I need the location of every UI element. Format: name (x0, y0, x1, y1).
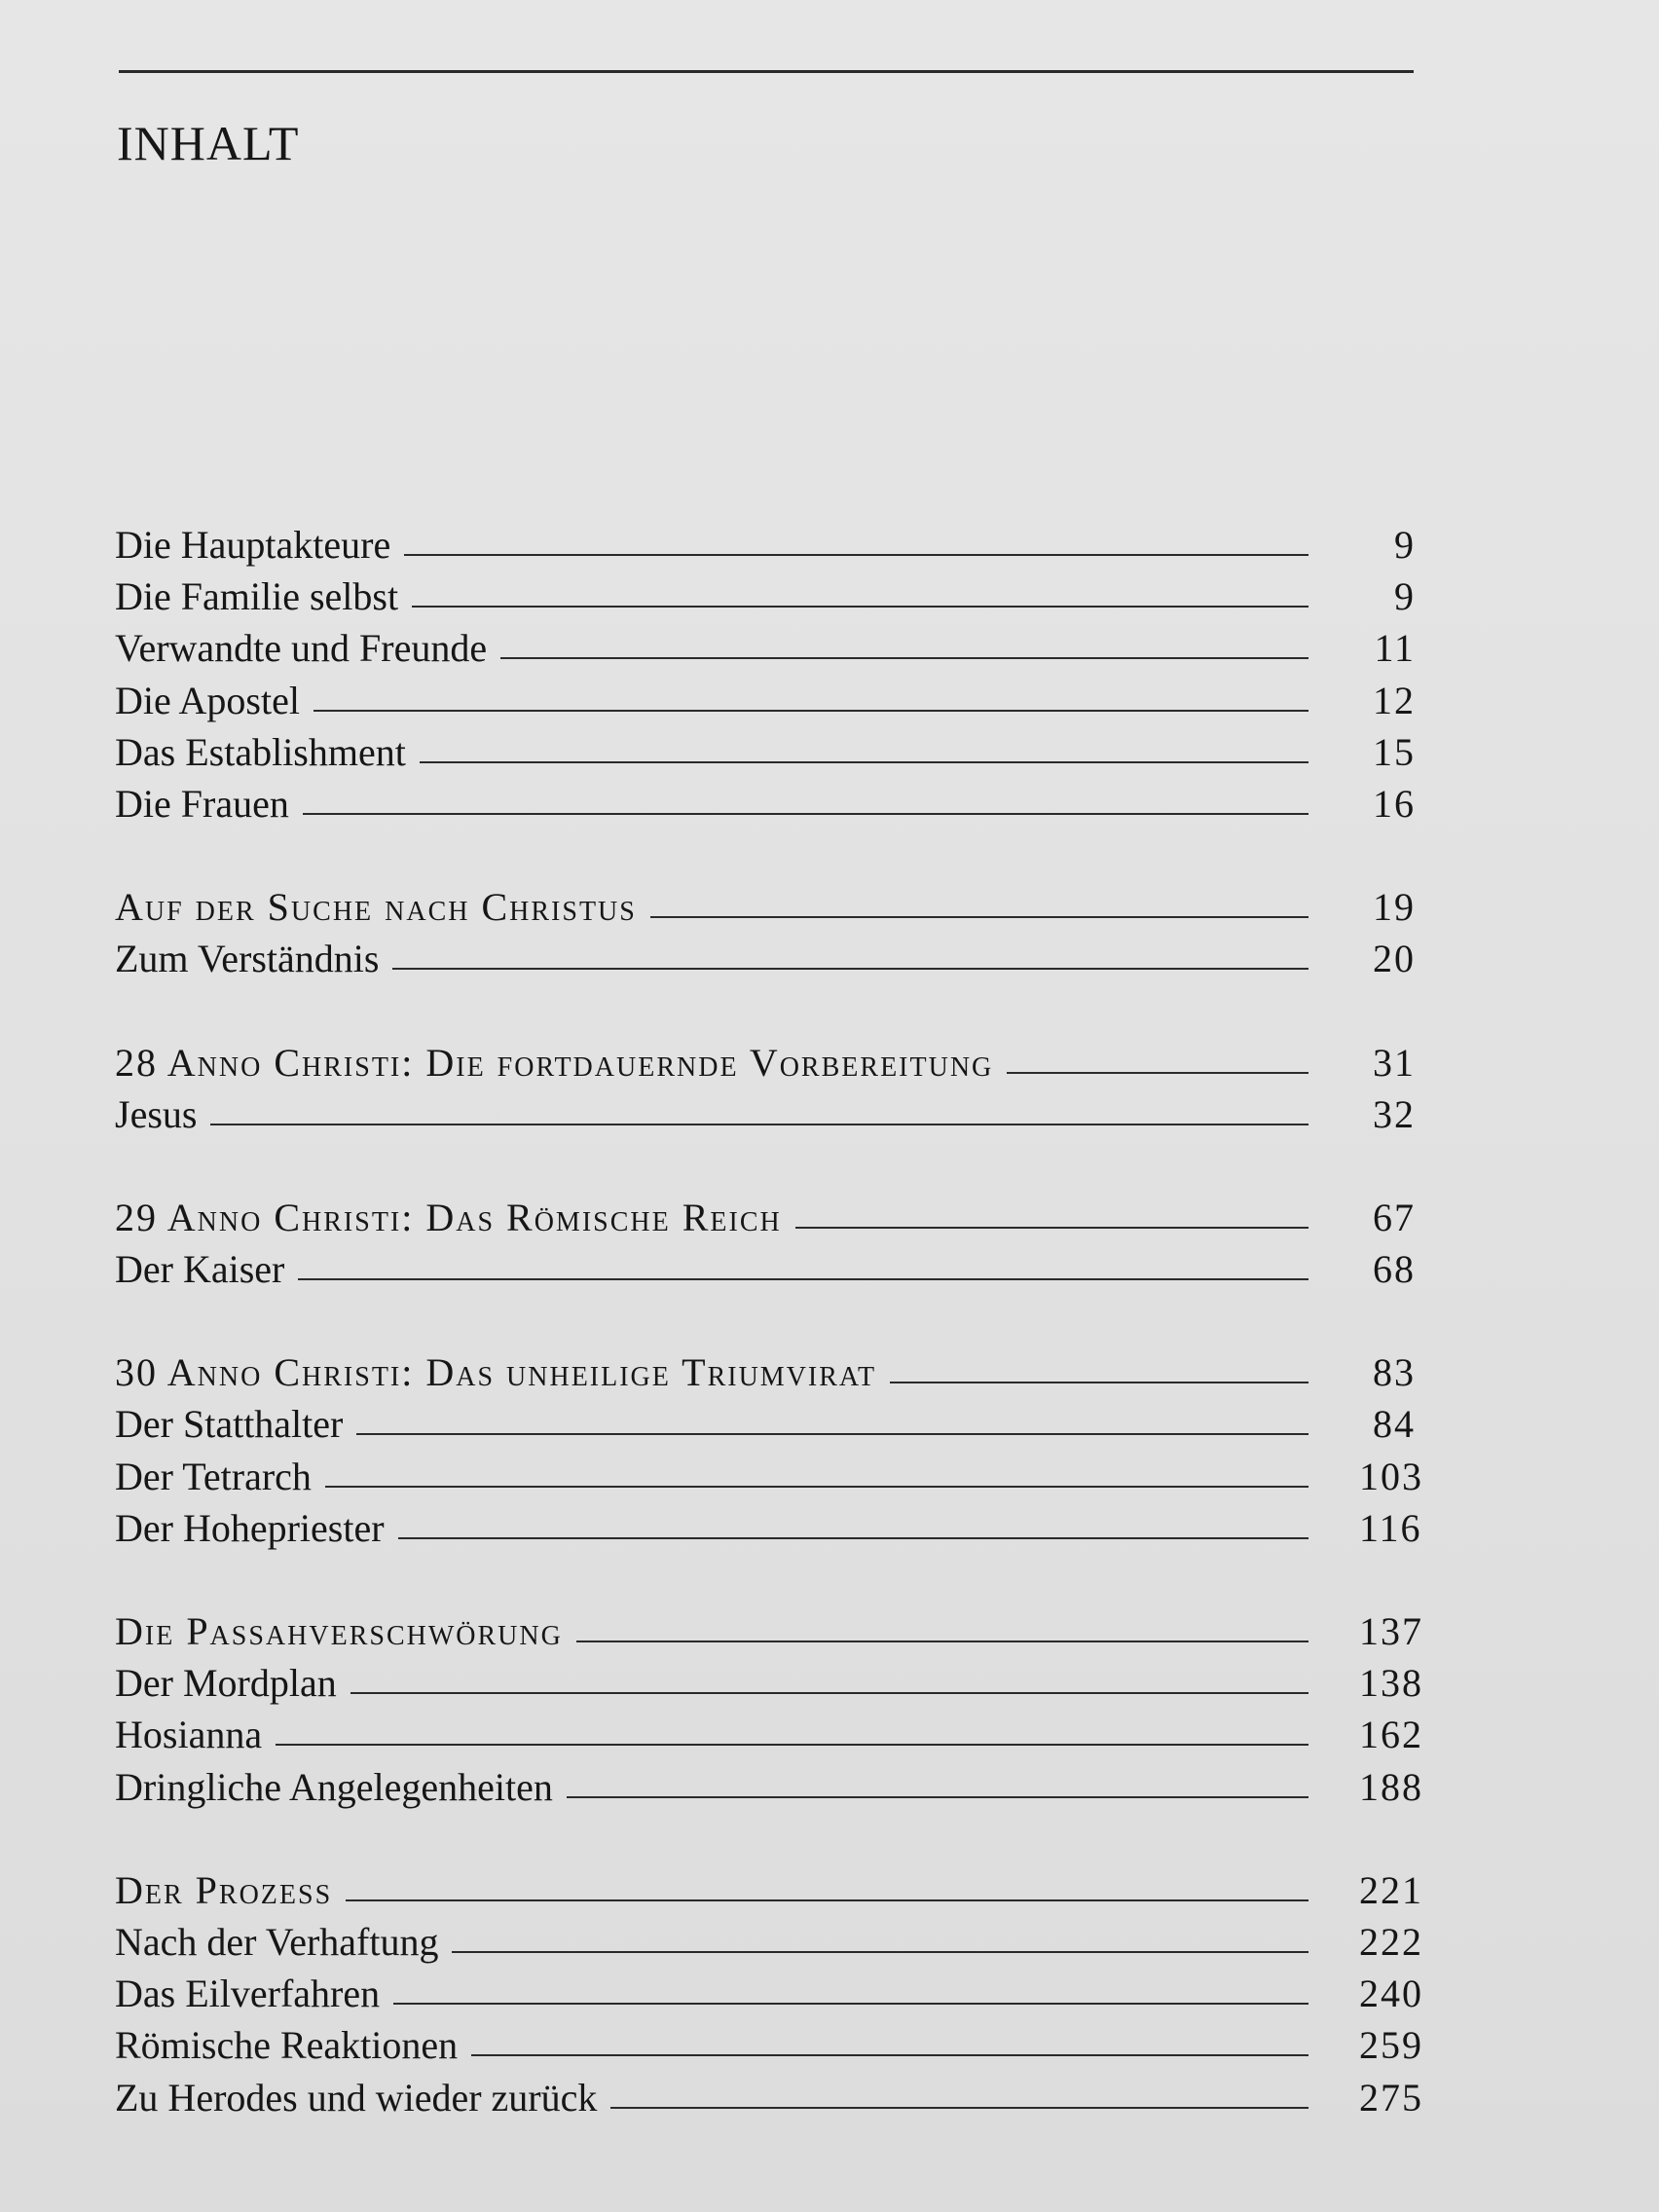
toc-page-number: 221 (1359, 1867, 1423, 1912)
toc-group (115, 1608, 1423, 1816)
toc-entry-label: 28 Anno Christi: Die fortdauernde Vorbereitung (115, 1040, 994, 1085)
toc-entry (115, 1660, 1423, 1712)
toc-entry-label: Zum Verständnis (115, 937, 380, 981)
toc-leader-line (210, 1124, 1309, 1125)
toc-page-number: 12 (1373, 678, 1416, 722)
toc-entry-label: Der Mordplan (115, 1661, 337, 1706)
toc-leader-line (795, 1227, 1309, 1229)
toc-leader-line (393, 2003, 1309, 2005)
toc-page-number: 19 (1373, 885, 1416, 930)
toc-page-number: 116 (1359, 1505, 1422, 1550)
toc-entry-label: Jesus (115, 1091, 198, 1136)
toc-entry-label: Die Passahverschwörung (115, 1609, 563, 1653)
toc-page-number: 11 (1374, 626, 1416, 671)
toc-page-number: 20 (1373, 937, 1416, 981)
toc-leader-line (567, 1796, 1309, 1798)
toc-entry-label: Die Apostel (115, 678, 300, 722)
toc-section-heading (115, 1040, 1416, 1091)
toc-leader-line (471, 2054, 1309, 2056)
toc-entry-label: 29 Anno Christi: Das Römische Reich (115, 1195, 782, 1239)
toc-entry-label: Römische Reaktionen (115, 2023, 459, 2068)
toc-page-number: 31 (1373, 1040, 1416, 1085)
toc-entry-label: Das Eilverfahren (115, 1972, 381, 2016)
toc-entry (115, 781, 1416, 832)
toc-page-number: 188 (1359, 1764, 1423, 1809)
toc-leader-line (576, 1641, 1309, 1642)
toc-group (115, 522, 1416, 832)
toc-entry-label: Verwandte und Freunde (115, 626, 488, 671)
toc-entry-label: Zu Herodes und wieder zurück (115, 2075, 598, 2120)
toc-page-number: 32 (1373, 1091, 1416, 1136)
toc-entry (115, 729, 1416, 781)
toc-entry (115, 1401, 1416, 1453)
toc-leader-line (404, 554, 1309, 556)
toc-page-number: 259 (1359, 2023, 1423, 2068)
toc-entry (115, 1091, 1416, 1143)
toc-entry (115, 2075, 1423, 2126)
toc-group (115, 1040, 1416, 1143)
toc-leader-line (890, 1382, 1309, 1383)
toc-entry (115, 1712, 1423, 1763)
toc-leader-line (356, 1433, 1309, 1435)
toc-group (115, 1867, 1423, 2126)
toc-entry-label: Die Familie selbst (115, 574, 399, 619)
toc-entry-label: Das Establishment (115, 729, 406, 774)
toc-page-number: 9 (1394, 574, 1416, 619)
toc-entry-label: Hosianna (115, 1713, 263, 1757)
toc-entry (115, 1505, 1422, 1557)
toc-entry (115, 573, 1416, 625)
toc-page-number: 67 (1373, 1195, 1416, 1239)
toc-leader-line (276, 1744, 1309, 1746)
toc-leader-line (392, 968, 1309, 970)
toc-entry (115, 1764, 1423, 1816)
toc-leader-line (500, 657, 1309, 659)
toc-page-number: 138 (1359, 1661, 1423, 1706)
toc-section-heading (115, 1867, 1423, 1919)
toc-entry-label: Der Tetrarch (115, 1454, 312, 1498)
toc-entry (115, 625, 1416, 677)
toc-leader-line (420, 761, 1309, 763)
toc-group (115, 884, 1416, 987)
toc-leader-line (650, 916, 1309, 918)
toc-entry (115, 522, 1416, 573)
toc-section-heading (115, 884, 1416, 936)
toc-entry-label: Die Hauptakteure (115, 523, 391, 567)
toc-entry-label: Der Kaiser (115, 1247, 285, 1292)
toc-leader-line (313, 710, 1309, 712)
toc-section-heading (115, 1195, 1416, 1246)
toc-page-number: 15 (1373, 729, 1416, 774)
toc-entry-label: Der Statthalter (115, 1402, 344, 1447)
toc-page-number: 103 (1359, 1454, 1423, 1498)
toc-entry-label: Der Prozess (115, 1867, 333, 1912)
toc-leader-line (346, 1899, 1309, 1901)
toc-page-number: 162 (1359, 1713, 1423, 1757)
toc-entry (115, 2022, 1423, 2074)
toc-leader-line (298, 1278, 1309, 1280)
toc-page-number: 83 (1373, 1350, 1416, 1395)
table-of-contents (115, 522, 1423, 2178)
toc-page-number: 16 (1373, 781, 1416, 826)
toc-page-number: 240 (1359, 1972, 1423, 2016)
page-title: INHALT (117, 116, 300, 170)
toc-entry-label: Der Hohepriester (115, 1505, 385, 1550)
toc-leader-line (452, 1951, 1309, 1953)
toc-entry-label: 30 Anno Christi: Das unheilige Triumvirat (115, 1350, 877, 1395)
toc-page-number: 222 (1359, 1919, 1423, 1964)
toc-page-number: 84 (1373, 1402, 1416, 1447)
toc-page-number: 9 (1394, 523, 1416, 567)
toc-leader-line (1007, 1072, 1309, 1074)
top-rule (119, 70, 1414, 73)
toc-entry (115, 936, 1416, 987)
toc-section-heading (115, 1608, 1423, 1660)
toc-page-number: 137 (1359, 1609, 1423, 1653)
toc-entry-label: Nach der Verhaftung (115, 1919, 439, 1964)
toc-leader-line (610, 2107, 1309, 2109)
toc-entry (115, 1919, 1423, 1971)
toc-leader-line (412, 606, 1309, 608)
toc-section-heading (115, 1349, 1416, 1401)
toc-page-number: 68 (1373, 1247, 1416, 1292)
toc-leader-line (303, 813, 1309, 815)
toc-leader-line (398, 1537, 1309, 1539)
toc-leader-line (350, 1692, 1309, 1694)
toc-group (115, 1195, 1416, 1298)
toc-entry (115, 678, 1416, 729)
toc-leader-line (325, 1486, 1309, 1488)
toc-page-number: 275 (1359, 2075, 1423, 2120)
toc-entry (115, 1246, 1416, 1298)
toc-group (115, 1349, 1423, 1557)
toc-entry-label: Die Frauen (115, 781, 289, 826)
toc-entry-label: Dringliche Angelegenheiten (115, 1764, 553, 1809)
toc-entry-label: Auf der Suche nach Christus (115, 885, 637, 930)
toc-entry (115, 1454, 1423, 1505)
toc-entry (115, 1971, 1423, 2022)
